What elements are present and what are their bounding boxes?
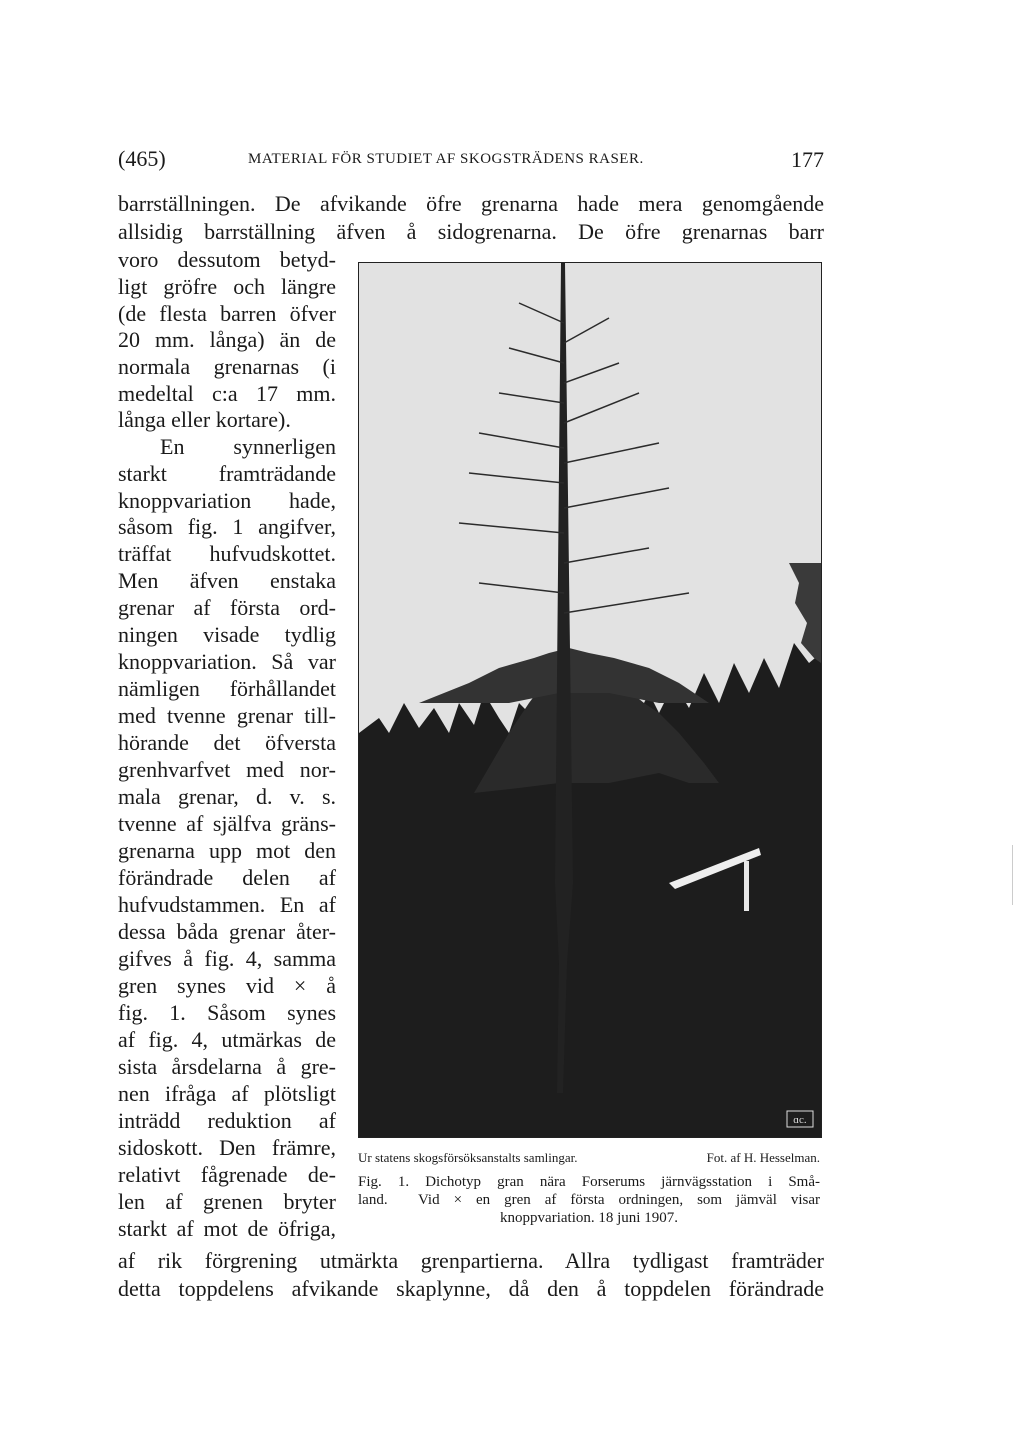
column-line: tvenne af själfva gräns- — [118, 811, 336, 836]
column-line: såsom fig. 1 angifver, — [118, 514, 336, 539]
column-line: träffat hufvudskottet. — [118, 541, 336, 566]
column-line: grenar af första ord- — [118, 595, 336, 620]
column-line: gifves å fig. 4, samma — [118, 946, 336, 971]
column-line: fig. 1. Såsom synes — [118, 1000, 336, 1025]
column-line: medeltal c:a 17 mm. — [118, 381, 336, 406]
column-line: En synnerligen — [160, 434, 336, 459]
body-line: af rik förgrening utmärkta grenpartierna. Allra tydligast framträder — [118, 1248, 824, 1273]
column-line: dessa båda grenar åter- — [118, 919, 336, 944]
column-line: nämligen förhållandet — [118, 676, 336, 701]
running-title: MATERIAL FÖR STUDIET AF SKOGSTRÄDENS RASER. — [248, 151, 644, 167]
figure-caption-line: Fig. 1. Dichotyp gran nära Forserums järnvägsstation i Små- — [358, 1174, 820, 1190]
column-line: inträdd reduktion af — [118, 1108, 336, 1133]
column-line: Men äfven enstaka — [118, 568, 336, 593]
column-line: långa eller kortare). — [118, 407, 291, 432]
photographer-mark: ɑc. — [793, 1114, 807, 1126]
column-line: 20 mm. långa) än de — [118, 327, 336, 352]
body-line: detta toppdelens afvikande skaplynne, då den å toppdelen förändrade — [118, 1276, 824, 1301]
column-line: normala grenarnas (i — [118, 354, 336, 379]
photo-source-credit: Ur statens skogsförsöksanstalts samlingar. — [358, 1150, 578, 1165]
running-header — [118, 146, 824, 178]
column-line: sista årsdelarna å gre- — [118, 1054, 336, 1079]
column-line: starkt af mot de öfriga, — [118, 1216, 336, 1241]
scan-edge-mark — [1012, 845, 1013, 905]
column-line: af fig. 4, utmärkas de — [118, 1027, 336, 1052]
column-line: gren synes vid × å — [118, 973, 336, 998]
page-number: 177 — [791, 147, 824, 172]
column-line: relativt fågrenade de- — [118, 1162, 336, 1187]
column-line: grenhvarfvet med nor- — [118, 757, 336, 782]
column-line: mala grenar, d. v. s. — [118, 784, 336, 809]
column-line: förändrade delen af — [118, 865, 336, 890]
column-line: med tvenne grenar till- — [118, 703, 336, 728]
column-line: starkt framträdande — [118, 461, 336, 486]
column-line: len af grenen bryter — [118, 1189, 336, 1214]
column-line: voro dessutom betyd- — [118, 247, 336, 272]
column-line: (de flesta barren öfver — [118, 301, 336, 326]
section-number: (465) — [118, 146, 166, 171]
column-line: sidoskott. Den främre, — [118, 1135, 336, 1160]
column-line: knoppvariation. Så var — [118, 649, 336, 674]
column-line: hufvudstammen. En af — [118, 892, 336, 917]
figure-caption-line: knoppvariation. 18 juni 1907. — [500, 1210, 678, 1226]
spruce-tree-photo — [359, 263, 821, 1137]
column-line: hörande det öfversta — [118, 730, 336, 755]
column-line: knoppvariation hade, — [118, 488, 336, 513]
photographer-credit: Fot. af H. Hesselman. — [706, 1150, 820, 1165]
body-line: allsidig barrställning äfven å sidogrenarna. De öfre grenarnas barr — [118, 219, 824, 244]
body-line: barrställningen. De afvikande öfre grenarna hade mera genomgående — [118, 191, 824, 216]
column-line: grenarna upp mot den — [118, 838, 336, 863]
figure-photograph — [358, 262, 822, 1138]
column-line: ningen visade tydlig — [118, 622, 336, 647]
figure-caption-line: Vid × en gren af första ordningen, som jämväl visar — [418, 1192, 820, 1208]
column-line: ligt gröfre och längre — [118, 274, 336, 299]
figure-caption-line: land. — [358, 1192, 388, 1208]
column-line: nen ifråga af plötsligt — [118, 1081, 336, 1106]
